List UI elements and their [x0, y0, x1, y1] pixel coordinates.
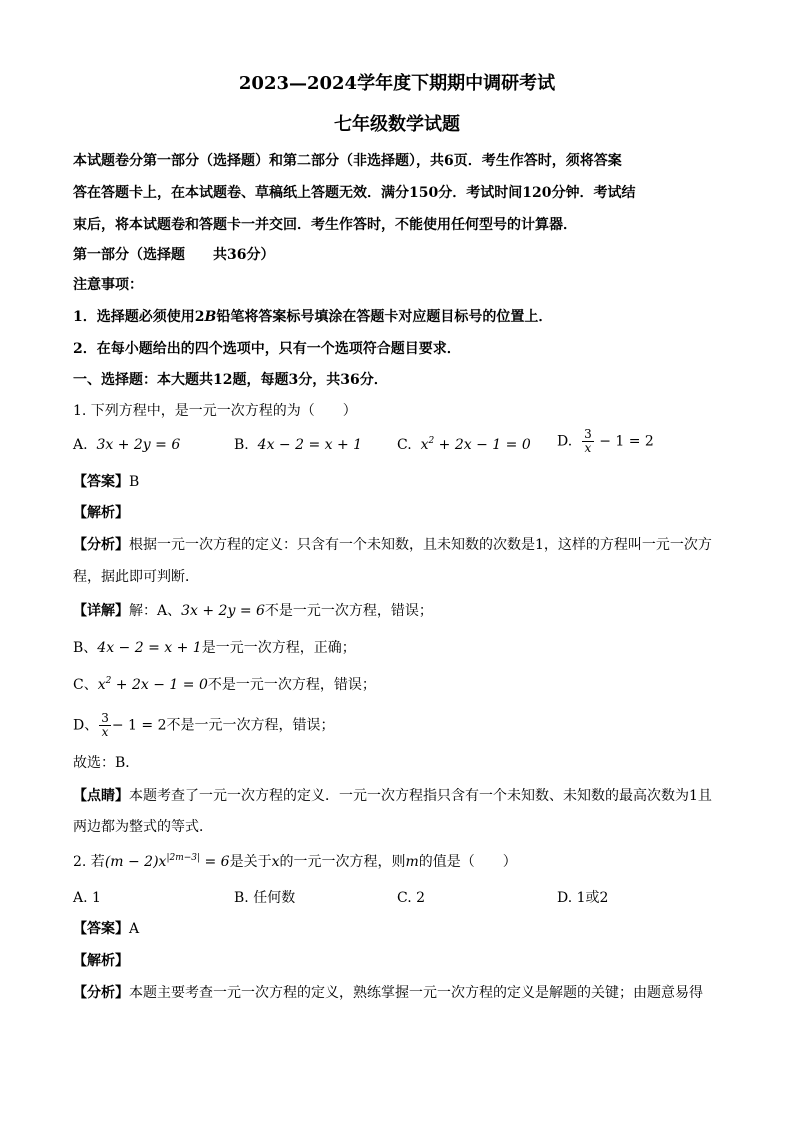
- q2-answer: 【答案】A: [73, 921, 140, 937]
- intro-line-3: 束后，将本试题卷和答题卡一并交回．考生作答时，不能使用任何型号的计算器．: [73, 217, 577, 233]
- fraction: $\frac{3}{x}$: [584, 427, 592, 455]
- exam-subtitle: 七年级数学试题: [334, 114, 460, 135]
- q2-option-b: B. 任何数: [234, 890, 296, 906]
- notice-item-1: 1．选择题必须使用2B铅笔将答案标号填涂在答题卡对应题目标号的位置上．: [73, 309, 553, 325]
- q2-analysis-tag: 【解析】: [73, 953, 129, 969]
- section-1-heading: 一、选择题：本大题共12题，每题3分，共36分．: [73, 372, 388, 388]
- fraction: $\frac{3}{x}$: [101, 711, 109, 739]
- q1-answer: 【答案】B: [73, 474, 140, 490]
- q1-detail-b: B、4x − 2 = x + 1是一元一次方程，正确；: [73, 640, 356, 656]
- q1-detail-a: 【详解】解：A、3x + 2y = 6不是一元一次方程，错误；: [73, 603, 433, 619]
- q1-conclusion: 故选：B．: [73, 755, 140, 771]
- exam-title: 2023—2024学年度下期期中调研考试: [238, 73, 556, 94]
- q2-option-a: A. 1: [73, 890, 101, 906]
- q1-stem: 1. 下列方程中，是一元一次方程的为（ ）: [73, 403, 357, 419]
- part-1-heading: 第一部分（选择题 共36分）: [73, 247, 275, 263]
- q2-stem: 2. 若$(m - 2)x^{|2m-3|} = 6$是关于x的一元一次方程，则m的值是（ ）: [73, 853, 517, 870]
- q1-option-c: C. $x^2 + 2x - 1 = 0$: [397, 436, 531, 453]
- q2-option-c: C. 2: [397, 890, 426, 906]
- q1-detail-c: C、$x^2 + 2x - 1 = 0$不是一元一次方程，错误；: [73, 676, 376, 693]
- q1-comment-line-2: 两边都为整式的等式．: [73, 819, 213, 835]
- q2-fenxi-line-1: 【分析】本题主要考查一元一次方程的定义，熟练掌握一元一次方程的定义是解题的关键；由题意易得: [73, 985, 703, 1001]
- q1-option-a: A. 3x + 2y = 6: [73, 437, 181, 453]
- intro-line-2: 答在答题卡上，在本试题卷、草稿纸上答题无效．满分150分．考试时间120分钟．考试结: [73, 185, 636, 201]
- q1-fenxi-line-2: 程，据此即可判断．: [73, 569, 199, 585]
- q1-detail-d: D、 $\frac{3}{x}$ − 1 = 2不是一元一次方程，错误；: [73, 711, 335, 739]
- notice-item-2: 2．在每小题给出的四个选项中，只有一个选项符合题目要求．: [73, 341, 461, 357]
- notice-heading: 注意事项：: [73, 277, 143, 293]
- q2-option-d: D. 1或2: [557, 890, 609, 906]
- q1-comment-line-1: 【点睛】本题考查了一元一次方程的定义．一元一次方程指只含有一个未知数、未知数的最高次数为1且: [73, 788, 712, 804]
- q1-option-b: B. 4x − 2 = x + 1: [234, 437, 363, 453]
- q1-analysis-tag: 【解析】: [73, 505, 129, 521]
- intro-line-1: 本试题卷分第一部分（选择题）和第二部分（非选择题），共6页．考生作答时，须将答案: [73, 153, 622, 169]
- q1-option-d: D. $\frac{3}{x}$ − 1 = 2: [557, 427, 654, 455]
- q1-fenxi-line-1: 【分析】根据一元一次方程的定义：只含有一个未知数，且未知数的次数是1，这样的方程叫一元一次方: [73, 537, 712, 553]
